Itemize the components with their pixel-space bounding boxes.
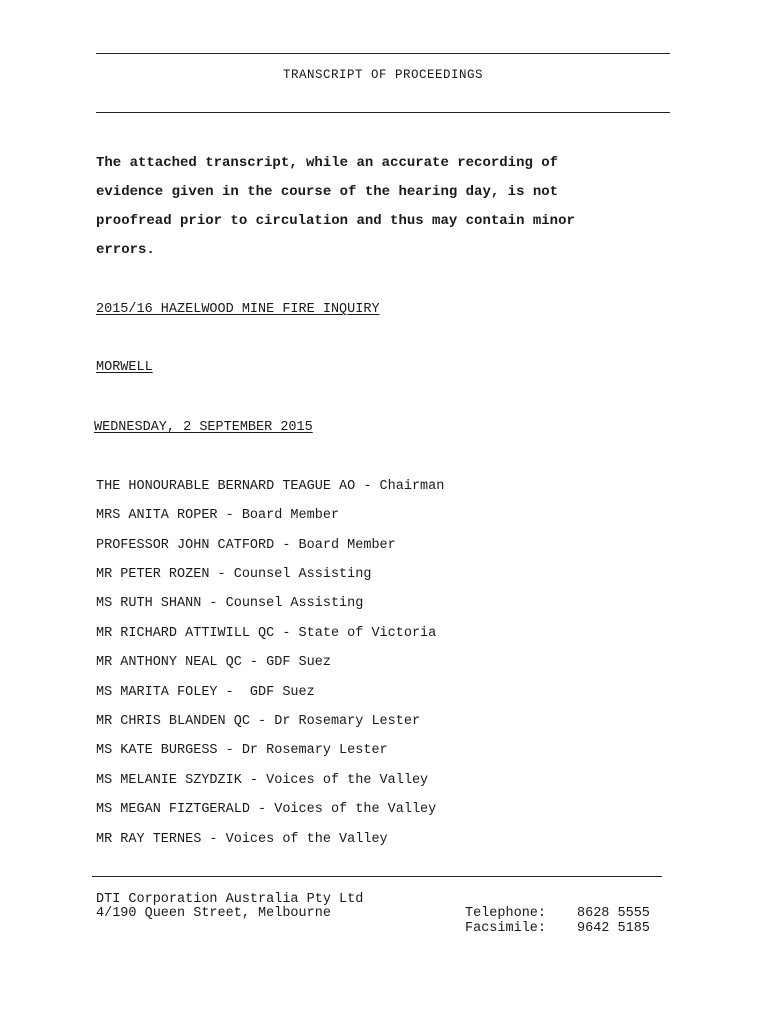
appearance-item: MR ANTHONY NEAL QC - GDF Suez: [96, 655, 331, 670]
appearance-item: MS RUTH SHANN - Counsel Assisting: [96, 596, 364, 611]
appearance-item: MR CHRIS BLANDEN QC - Dr Rosemary Lester: [96, 714, 421, 729]
notice-line-1: The attached transcript, while an accurate recording of: [96, 155, 559, 171]
footer-company: DTI Corporation Australia Pty Ltd: [96, 892, 364, 907]
appearance-item: MRS ANITA ROPER - Board Member: [96, 508, 340, 523]
facsimile-number: 9642 5185: [577, 921, 650, 936]
notice-line-3: proofread prior to circulation and thus may contain minor: [96, 213, 575, 229]
appearance-item: MR RICHARD ATTIWILL QC - State of Victoria: [96, 626, 437, 641]
hearing-date: WEDNESDAY, 2 SEPTEMBER 2015: [94, 420, 313, 435]
footer-address: 4/190 Queen Street, Melbourne: [96, 906, 331, 921]
telephone-label: Telephone:: [465, 906, 547, 921]
appearance-item: MS MELANIE SZYDZIK - Voices of the Valley: [96, 773, 429, 788]
appearance-item: MS KATE BURGESS - Dr Rosemary Lester: [96, 743, 388, 758]
notice-line-2: evidence given in the course of the hearing day, is not: [96, 184, 559, 200]
appearance-item: MS MARITA FOLEY - GDF Suez: [96, 685, 315, 700]
telephone-number: 8628 5555: [577, 906, 650, 921]
appearance-item: MR RAY TERNES - Voices of the Valley: [96, 832, 388, 847]
appearance-item: THE HONOURABLE BERNARD TEAGUE AO - Chairman: [96, 479, 445, 494]
header-bottom-rule: [96, 112, 670, 113]
appearance-item: PROFESSOR JOHN CATFORD - Board Member: [96, 538, 396, 553]
appearance-item: MS MEGAN FIZTGERALD - Voices of the Valley: [96, 802, 437, 817]
document-title: TRANSCRIPT OF PROCEEDINGS: [282, 68, 484, 82]
location: MORWELL: [96, 360, 153, 375]
facsimile-label: Facsimile:: [465, 921, 547, 936]
inquiry-name: 2015/16 HAZELWOOD MINE FIRE INQUIRY: [96, 302, 380, 317]
header-top-rule: [96, 53, 670, 54]
notice-line-4: errors.: [96, 242, 155, 258]
appearance-item: MR PETER ROZEN - Counsel Assisting: [96, 567, 372, 582]
footer-rule: [92, 876, 662, 877]
